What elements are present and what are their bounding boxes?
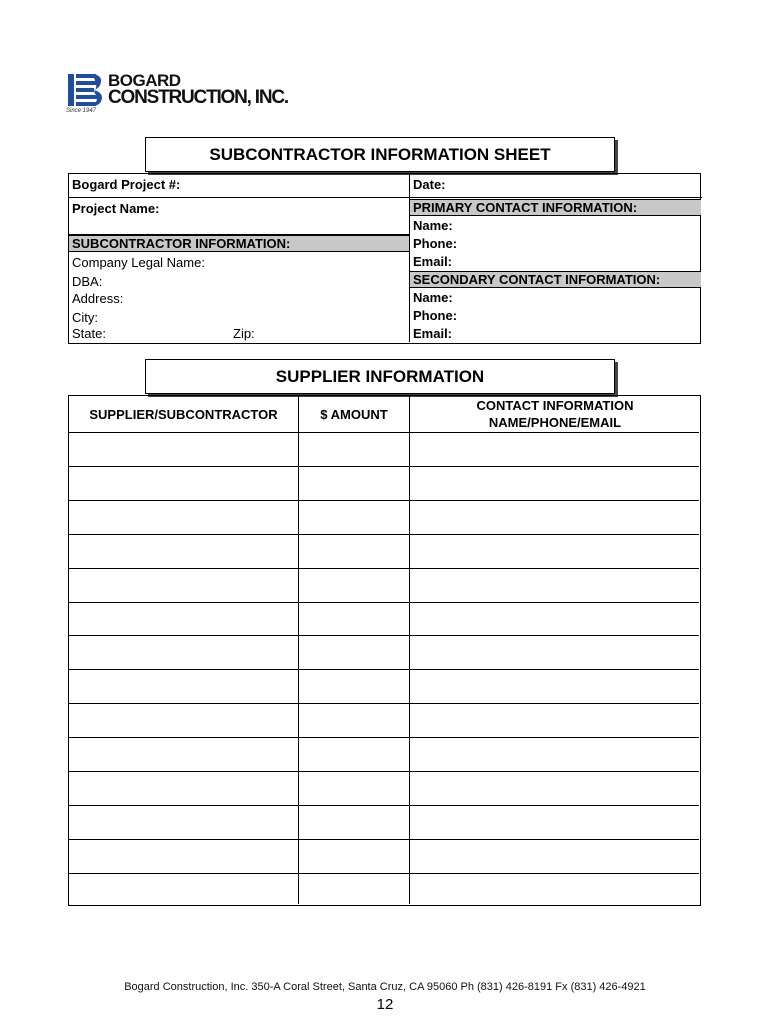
table-cell-contact[interactable]	[410, 874, 699, 907]
table-cell-amount[interactable]	[299, 433, 409, 466]
table-cell-supplier[interactable]	[69, 636, 298, 669]
logo-line2: CONSTRUCTION, INC.	[108, 87, 289, 108]
table-cell-contact[interactable]	[410, 840, 699, 873]
sheet-title-text: SUBCONTRACTOR INFORMATION SHEET	[209, 144, 551, 164]
address-label[interactable]: Address:	[72, 291, 124, 306]
table-cell-amount[interactable]	[299, 874, 409, 907]
project-number-label[interactable]: Bogard Project #:	[72, 177, 181, 192]
company-logo	[66, 72, 316, 120]
table-cell-contact[interactable]	[410, 467, 699, 500]
dba-label[interactable]: DBA:	[72, 274, 103, 289]
table-cell-supplier[interactable]	[69, 704, 298, 737]
table-cell-contact[interactable]	[410, 636, 699, 669]
table-cell-amount[interactable]	[299, 704, 409, 737]
table-cell-amount[interactable]	[299, 535, 409, 568]
table-cell-supplier[interactable]	[69, 670, 298, 703]
primary-phone-label[interactable]: Phone:	[413, 236, 458, 251]
secondary-contact-header: SECONDARY CONTACT INFORMATION:	[410, 271, 701, 288]
table-cell-supplier[interactable]	[69, 467, 298, 500]
company-legal-name-label[interactable]: Company Legal Name:	[72, 255, 205, 270]
bogard-b-logo-icon	[68, 74, 102, 106]
form-row-line	[69, 197, 702, 198]
column-header-contact: CONTACT INFORMATION NAME/PHONE/EMAIL	[476, 398, 634, 430]
table-cell-amount[interactable]	[299, 738, 409, 771]
city-label[interactable]: City:	[72, 310, 98, 325]
table-cell-supplier[interactable]	[69, 603, 298, 636]
table-cell-supplier[interactable]	[69, 501, 298, 534]
sheet-title	[145, 137, 615, 172]
table-cell-supplier[interactable]	[69, 806, 298, 839]
table-cell-supplier[interactable]	[69, 874, 298, 907]
supplier-title-text: SUPPLIER INFORMATION	[275, 366, 485, 386]
table-cell-amount[interactable]	[299, 636, 409, 669]
table-cell-supplier[interactable]	[69, 738, 298, 771]
supplier-title	[145, 359, 615, 394]
table-cell-contact[interactable]	[410, 569, 699, 602]
table-cell-amount[interactable]	[299, 670, 409, 703]
table-cell-contact[interactable]	[410, 738, 699, 771]
table-cell-supplier[interactable]	[69, 772, 298, 805]
table-cell-contact[interactable]	[410, 806, 699, 839]
supplier-table	[68, 395, 701, 906]
primary-contact-header: PRIMARY CONTACT INFORMATION:	[410, 199, 701, 216]
subcontractor-info-header: SUBCONTRACTOR INFORMATION:	[69, 235, 409, 252]
table-cell-contact[interactable]	[410, 501, 699, 534]
table-cell-contact[interactable]	[410, 535, 699, 568]
column-header-supplier: SUPPLIER/SUBCONTRACTOR	[89, 406, 278, 422]
column-header-amount: $ AMOUNT	[320, 406, 388, 422]
table-cell-contact[interactable]	[410, 772, 699, 805]
logo-line1: BOGARD	[108, 71, 181, 90]
date-label[interactable]: Date:	[413, 177, 446, 192]
table-cell-amount[interactable]	[299, 806, 409, 839]
state-label[interactable]: State:	[72, 326, 106, 341]
secondary-phone-label[interactable]: Phone:	[413, 308, 458, 323]
footer-address: Bogard Construction, Inc. 350-A Coral Street, Santa Cruz, CA 95060 Ph (831) 426-8191 Fx (831) 426-4921	[124, 981, 646, 993]
table-cell-amount[interactable]	[299, 772, 409, 805]
logo-since: Since 1947	[66, 108, 97, 114]
table-cell-amount[interactable]	[299, 467, 409, 500]
table-cell-supplier[interactable]	[69, 840, 298, 873]
secondary-name-label[interactable]: Name:	[413, 290, 453, 305]
subcontractor-form	[68, 173, 701, 344]
table-cell-amount[interactable]	[299, 840, 409, 873]
table-cell-amount[interactable]	[299, 603, 409, 636]
table-cell-supplier[interactable]	[69, 433, 298, 466]
primary-name-label[interactable]: Name:	[413, 218, 453, 233]
table-cell-contact[interactable]	[410, 670, 699, 703]
table-cell-contact[interactable]	[410, 433, 699, 466]
table-cell-supplier[interactable]	[69, 535, 298, 568]
table-cell-contact[interactable]	[410, 603, 699, 636]
secondary-email-label[interactable]: Email:	[413, 326, 453, 341]
table-cell-amount[interactable]	[299, 569, 409, 602]
table-cell-contact[interactable]	[410, 704, 699, 737]
page-number: 12	[376, 996, 394, 1013]
project-name-label[interactable]: Project Name:	[72, 201, 160, 216]
table-cell-supplier[interactable]	[69, 569, 298, 602]
primary-email-label[interactable]: Email:	[413, 254, 453, 269]
table-cell-amount[interactable]	[299, 501, 409, 534]
zip-label[interactable]: Zip:	[233, 326, 255, 341]
